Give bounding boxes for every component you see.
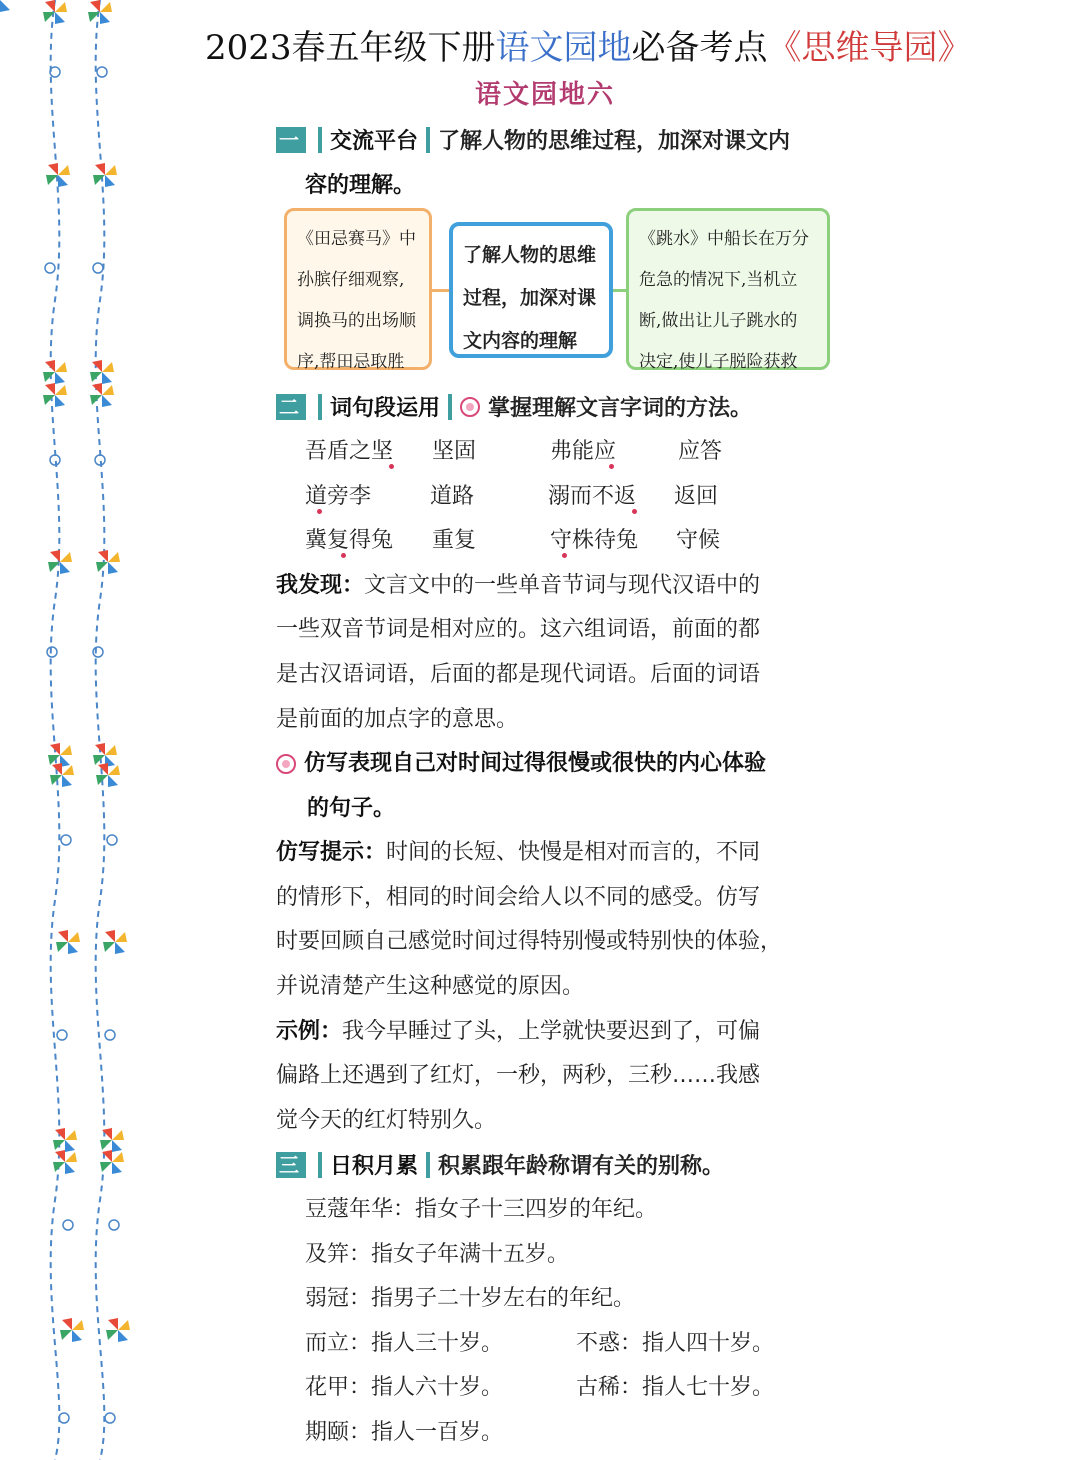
divider — [318, 394, 322, 420]
word-item: 道旁李 — [305, 484, 372, 509]
emphasis-dot — [389, 464, 394, 469]
age-term: 弱冠：指男子二十岁左右的年纪。 — [305, 1286, 636, 1311]
mindmap-text: 文内容的理解 — [463, 330, 578, 352]
emphasis-dot — [317, 509, 322, 514]
mindmap-text: 《跳水》中船长在万分 — [639, 229, 809, 249]
word-item: 吾盾之坚 — [305, 439, 394, 464]
emphasis-dot — [341, 553, 346, 558]
discovery-line: 是古汉语词语，后面的都是现代词语。后面的词语 — [276, 662, 761, 687]
section-1-label: 交流平台 — [330, 129, 419, 154]
word-item: 道路 — [430, 484, 475, 509]
age-term: 不惑：指人四十岁。 — [576, 1331, 775, 1356]
section-3-desc: 积累跟年龄称谓有关的别称。 — [438, 1154, 725, 1179]
hint-line-1 — [276, 835, 760, 866]
mindmap-text: 《田忌赛马》中 — [297, 229, 416, 249]
mindmap-center-box — [449, 222, 613, 358]
example-line: 觉今天的红灯特别久。 — [276, 1108, 497, 1133]
imitate-text: 仿写表现自己对时间过得很慢或很快的内心体验 — [304, 751, 767, 776]
section-1-header — [276, 124, 790, 155]
mindmap-left-box — [284, 208, 432, 370]
mindmap-text: 调换马的出场顺 — [297, 311, 416, 331]
subtitle: 语文园地六 — [475, 80, 616, 110]
age-term: 古稀：指人七十岁。 — [576, 1375, 775, 1400]
age-term: 豆蔻年华：指女子十三四岁的年纪。 — [305, 1197, 658, 1222]
flower-bullet-icon — [460, 397, 480, 417]
example-line-1 — [276, 1014, 760, 1045]
section-2-label: 词句段运用 — [330, 396, 441, 421]
divider — [318, 127, 322, 153]
mindmap-text: 危急的情况下,当机立 — [639, 270, 798, 290]
decorative-windmill-border — [0, 0, 140, 1460]
word-item: 守株待兔 — [550, 528, 639, 553]
word-item: 重复 — [432, 528, 477, 553]
title-part2: 语文园地 — [495, 28, 632, 68]
example-text: 我今早睡过了头，上学就快要迟到了，可偏 — [342, 1019, 761, 1044]
word-item: 坚固 — [432, 439, 477, 464]
section-1-number: 一 — [276, 127, 306, 153]
page-title — [205, 20, 985, 69]
section-3-header — [276, 1149, 724, 1180]
discovery-label: 我发现： — [276, 573, 365, 598]
title-part4: 《思维导园》 — [767, 28, 972, 68]
divider — [426, 127, 430, 153]
mindmap-right-box — [626, 208, 830, 370]
emphasis-dot — [609, 464, 614, 469]
divider — [448, 394, 452, 420]
word-item: 守候 — [676, 528, 721, 553]
title-part3: 必备考点 — [631, 28, 768, 68]
mindmap-connector-right — [613, 289, 626, 292]
hint-line: 并说清楚产生这种感觉的原因。 — [276, 974, 585, 999]
example-line: 偏路上还遇到了红灯，一秒，两秒，三秒……我感 — [276, 1063, 761, 1088]
age-term: 而立：指人三十岁。 — [305, 1331, 504, 1356]
discovery-line: 一些双音节词是相对应的。这六组词语，前面的都 — [276, 617, 761, 642]
section-2-header — [276, 391, 752, 422]
emphasis-dot — [562, 553, 567, 558]
section-1-desc-cont: 容的理解。 — [305, 173, 416, 198]
flower-bullet-icon — [276, 754, 296, 774]
mindmap-connector-left — [432, 289, 449, 292]
mindmap-text: 了解人物的思维 — [463, 244, 597, 266]
example-label: 示例： — [276, 1019, 343, 1044]
mindmap-text: 孙膑仔细观察, — [297, 270, 405, 290]
hint-label: 仿写提示： — [276, 840, 387, 865]
discovery-line: 是前面的加点字的意思。 — [276, 707, 519, 732]
section-3-number: 三 — [276, 1152, 306, 1178]
section-2-desc: 掌握理解文言字词的方法。 — [488, 396, 753, 421]
divider — [426, 1152, 430, 1178]
hint-line: 的情形下，相同的时间会给人以不同的感受。仿写 — [276, 885, 761, 910]
discovery-line-1 — [276, 568, 760, 599]
imitate-line: 的句子。 — [307, 796, 396, 821]
emphasis-dot — [632, 509, 637, 514]
word-item: 弗能应 — [550, 439, 617, 464]
hint-line: 时要回顾自己感觉时间过得特别慢或特别快的体验， — [276, 929, 783, 954]
mindmap-text: 决定,使儿子脱险获救 — [639, 352, 798, 372]
age-term: 花甲：指人六十岁。 — [305, 1375, 504, 1400]
word-item: 溺而不返 — [548, 484, 637, 509]
mindmap-text: 序,帮田忌取胜 — [297, 352, 405, 372]
title-part1: 2023春五年级下册 — [205, 28, 496, 68]
divider — [318, 1152, 322, 1178]
section-3-label: 日积月累 — [330, 1154, 419, 1179]
discovery-text: 文言文中的一些单音节词与现代汉语中的 — [364, 573, 761, 598]
imitate-line-1 — [276, 746, 766, 777]
word-item: 返回 — [674, 484, 719, 509]
age-term: 期颐：指人一百岁。 — [305, 1420, 504, 1445]
hint-text: 时间的长短、快慢是相对而言的，不同 — [386, 840, 761, 865]
section-1-desc: 了解人物的思维过程，加深对课文内 — [438, 129, 791, 154]
age-term: 及笄：指女子年满十五岁。 — [305, 1242, 570, 1267]
section-2-number: 二 — [276, 394, 306, 420]
word-item: 冀复得兔 — [305, 528, 394, 553]
mindmap-text: 过程，加深对课 — [463, 287, 597, 309]
mindmap-text: 断,做出让儿子跳水的 — [639, 311, 798, 331]
word-item: 应答 — [678, 439, 723, 464]
